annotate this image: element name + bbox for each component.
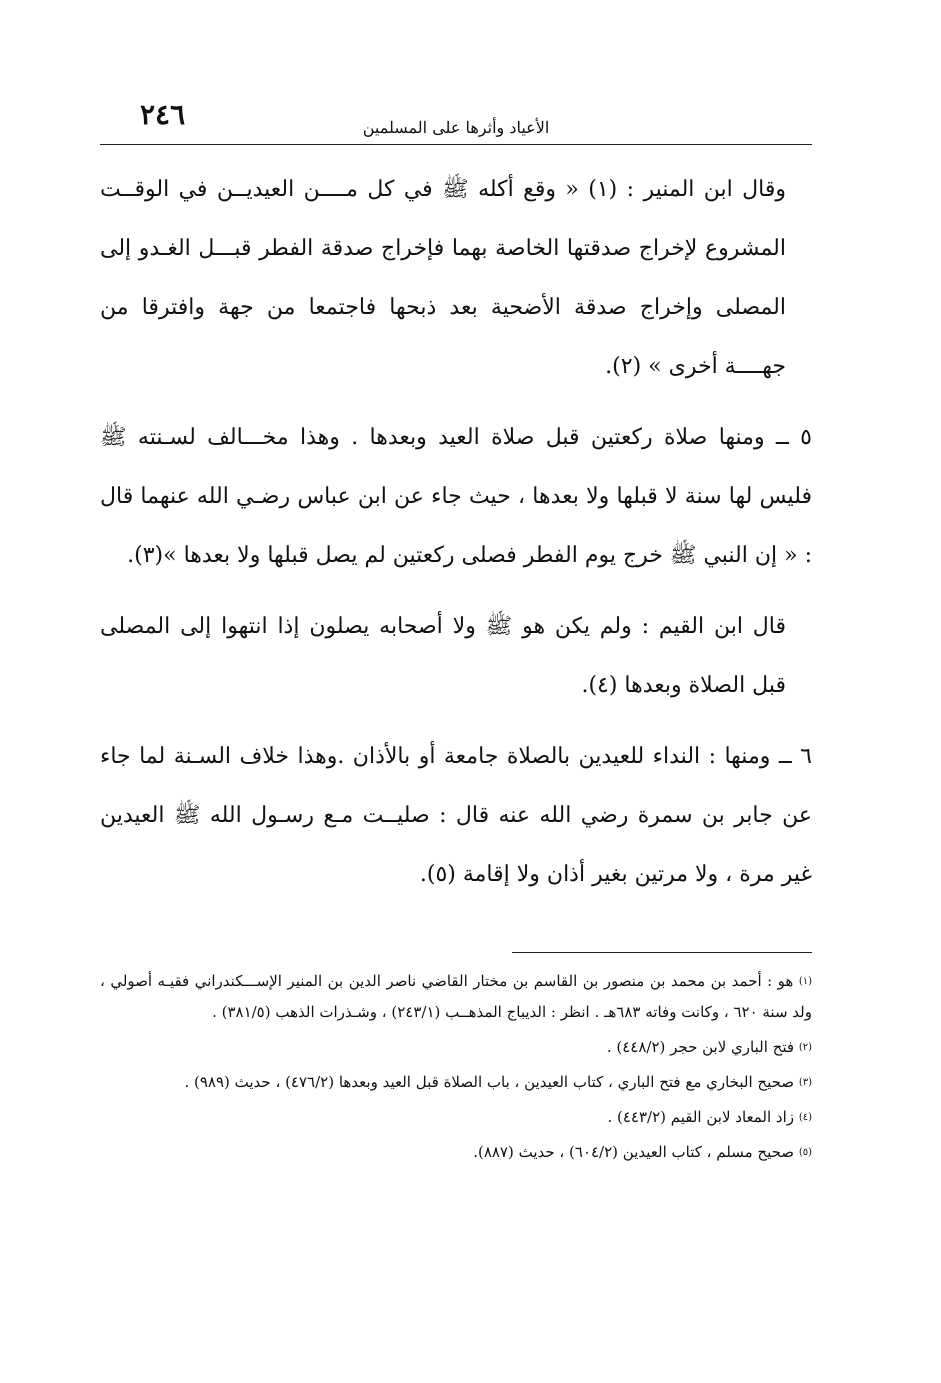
header-rule (100, 144, 812, 145)
footnote-mark: (٢) (798, 1042, 812, 1053)
paragraph-ibn-almunir: وقال ابن المنير : (١) « وقع أكله ﷺ في كل مــــن العيديــن في الوقــت المشروع لإخراج صدقتها الخاصة بهما فإخراج صدقة الفطر قبـــل الغـدو إلى المصلى وإخراج صدقة الأضحية بعد ذبحها فاجتمعا من جهة وافترقا من جهــــة أخرى » (٢). (100, 177, 786, 379)
footnote-rule (512, 952, 812, 953)
footnote-item (100, 1102, 812, 1133)
footnote-mark: (٥) (798, 1147, 812, 1158)
footnote-item (100, 966, 812, 1028)
page-header (100, 98, 812, 144)
footnote-mark: (١) (798, 976, 812, 987)
footnote-text: زاد المعاد لابن القيم (٤٤٣/٢) . (607, 1108, 795, 1126)
footnote-mark: (٤) (798, 1112, 812, 1123)
footnote-item (100, 1067, 812, 1098)
footnote-item (100, 1137, 812, 1168)
footnote-text: فتح الباري لابن حجر (٤٤٨/٢) . (606, 1038, 795, 1056)
footnotes (100, 966, 812, 1172)
footnote-mark: (٣) (798, 1077, 812, 1088)
footnote-item (100, 1032, 812, 1063)
page-number: ٢٤٦ (140, 98, 186, 131)
paragraph-item-6: ٦ ــ ومنها : النداء للعيدين بالصلاة جامعة أو بالأذان .وهذا خلاف السـنة لما جاء عن جابر بن سمرة رضي الله عنه قال : صليــت مـع رسـول الله ﷺ العيدين غير مرة ، ولا مرتين بغير أذان ولا إقامة (٥). (100, 744, 812, 887)
paragraph-ibn-alqayyim: قال ابن القيم : ولم يكن هو ﷺ ولا أصحابه يصلون إذا انتهوا إلى المصلى قبل الصلاة وبعدها (٤). (100, 614, 786, 698)
footnote-text: هو : أحمد بن محمد بن منصور بن القاسم بن مختار القاضي ناصر الدين بن المنير الإســـكندراني فقيـه أصولي ، ولد سنة ٦٢٠ ، وكانت وفاته ٦٨٣هـ . انظر : الديباج المذهــب (٢٤٣/١) ، وشـذرات الذهب (٣٨١/٥) . (100, 972, 812, 1021)
footnote-text: صحيح البخاري مع فتح الباري ، كتاب العيدين ، باب الصلاة قبل العيد وبعدها (٤٧٦/٢) ، حديث (٩٨٩) . (184, 1073, 795, 1091)
footnote-text: صحيح مسلم ، كتاب العيدين (٦٠٤/٢) ، حديث (٨٨٧). (473, 1143, 795, 1161)
paragraph-item-5: ٥ ــ ومنها صلاة ركعتين قبل صلاة العيد وبعدها . وهذا مخـــالف لسـنته ﷺ فليس لها سنة لا قبلها ولا بعدها ، حيث جاء عن ابن عباس رضـي الله عنهما قال : « إن النبي ﷺ خرج يوم الفطر فصلى ركعتين لم يصل قبلها ولا بعدها »(٣). (100, 425, 812, 568)
running-title: الأعياد وأثرها على المسلمين (362, 118, 550, 137)
main-text (100, 160, 812, 904)
